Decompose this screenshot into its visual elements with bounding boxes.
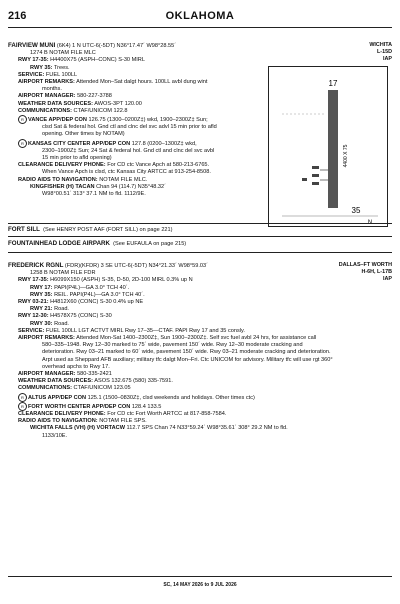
fairview-line xyxy=(8,86,268,93)
frederick-line xyxy=(8,418,348,425)
fairview-line xyxy=(8,184,268,191)
entry-key: RWY 35: xyxy=(30,291,53,298)
fairview-line xyxy=(8,93,268,100)
entry-key: SERVICE: xyxy=(18,327,45,334)
entry-key: SERVICE: xyxy=(18,71,45,78)
section-rule xyxy=(8,236,392,237)
frederick-line xyxy=(8,342,348,349)
frederick-ref-2: H-6H, L-17B xyxy=(361,269,392,276)
entry-value: Arpt used as Sheppard AFB auxiliary; military tfc dalgt Mon–Fri. Ctc UNICOM for advisory. Military tfc will use rgt 360° xyxy=(42,356,333,363)
entry-key: KANSAS CITY CENTER APP/DEP CON xyxy=(28,140,131,147)
entry-value: 15 min prior to afld opening) xyxy=(42,155,112,162)
entry-key: RWY 17-35: xyxy=(18,57,49,64)
entry-key: KINGFISHER (H) TACAN xyxy=(30,183,95,190)
entry-value: 580–335–1948. Rwy 12–30 marked to 75´ wide, pavement 150´ wide. Rwy 12–30 moderate cracking and xyxy=(42,342,303,349)
runway-17-label: 17 xyxy=(328,79,338,88)
entry-value: FUEL 100LL LGT ACTVT MIRL Rwy 17–35—CTAF. PAPI Rwy 17 and 35 consly. xyxy=(45,327,245,334)
entry-value: For CD ctc Vance Apch at 580-213-6765. xyxy=(107,162,210,169)
frederick-chart-refs xyxy=(339,262,392,284)
entry-value: 1133/10E. xyxy=(42,432,68,439)
entry-key: WEATHER DATA SOURCES: xyxy=(18,378,93,385)
frederick-line xyxy=(8,321,348,328)
fairview-line xyxy=(8,124,268,131)
fairview-line xyxy=(8,79,268,86)
entry-value: Trees. xyxy=(53,64,70,71)
fairview-line xyxy=(8,115,268,124)
fairview-ref-3: IAP xyxy=(383,56,392,63)
radar-icon: R xyxy=(18,393,27,402)
fountainhead-entry xyxy=(8,240,186,248)
fairview-line xyxy=(8,131,268,138)
fairview-line xyxy=(8,139,268,148)
entry-value: H6099X150 (ASPH) S-35, D-50, 2D-100 MIRL 0.3% up N xyxy=(50,277,193,284)
entry-key: RWY 12-30: xyxy=(18,313,49,320)
page-state-title: OKLAHOMA xyxy=(165,10,235,22)
entry-value: overhead apchs to Rwy 17. xyxy=(42,363,110,370)
entry-key: AIRPORT MANAGER: xyxy=(18,93,76,100)
fairview-line xyxy=(8,177,268,184)
fairview-line xyxy=(8,101,268,108)
frederick-line xyxy=(8,402,348,411)
frederick-name: FREDERICK RGNL xyxy=(8,262,64,269)
entry-value: When Vance Apch is clsd, ctc Kansas City ARTCC at 913-254-8508. xyxy=(42,169,211,176)
entry-value: 127.8 (0200–1300Z‡ wkd, xyxy=(131,140,197,147)
entry-key: RWY 30: xyxy=(30,320,53,327)
entry-key: COMMUNICATIONS: xyxy=(18,107,72,114)
building xyxy=(312,182,319,185)
frederick-line xyxy=(8,328,348,335)
fairview-ref-1: WICHITA xyxy=(369,42,392,48)
frederick-line xyxy=(8,292,348,299)
entry-value: months. xyxy=(42,86,62,93)
fountainhead-name: FOUNTAINHEAD LODGE AIRPARK xyxy=(8,240,110,247)
entry-value: REIL. PAPI(P4L)—GA 3.0° TCH 40´. xyxy=(54,291,145,298)
entry-key: RWY 17: xyxy=(30,284,53,291)
entry-value: AWOS-3PT 120.00 xyxy=(94,100,142,107)
runway-17-35 xyxy=(328,90,338,208)
fairview-entry xyxy=(8,42,268,198)
entry-value: NOTAM FILE MLC. xyxy=(99,176,148,183)
entry-key: VANCE APP/DEP CON xyxy=(28,117,87,124)
runway-dimensions-label: 4400 X 75 xyxy=(343,144,349,168)
fairview-line xyxy=(8,162,268,169)
entry-value: 125.1 (1500–0830Z‡, clsd weekends and holidays. Other times ctc) xyxy=(87,394,255,401)
entry-key: RWY 03-21: xyxy=(18,299,49,306)
entry-key: RWY 21: xyxy=(30,306,53,313)
entry-key: RADIO AIDS TO NAVIGATION: xyxy=(18,176,98,183)
fairview-line xyxy=(8,65,268,72)
entry-value: 580-335-2421 xyxy=(77,371,112,378)
entry-value: 2300–1900Z‡ Sun; 24 Sat & federal hol. Gnd ctl and clnc del svc avbl xyxy=(42,147,215,154)
frederick-line xyxy=(8,357,348,364)
fairview-line xyxy=(8,108,268,115)
entry-key: AIRPORT REMARKS: xyxy=(18,79,75,86)
frederick-line xyxy=(8,371,348,378)
entry-key: CLEARANCE DELIVERY PHONE: xyxy=(18,411,106,418)
fairview-line xyxy=(8,191,268,198)
entry-value: FUEL 100LL xyxy=(45,71,78,78)
entry-value: Attended Mon-Sat 1400–2300Z‡, Sun 1900–2300Z‡. Self svc fuel avbl 24 hrs, for assistance call xyxy=(76,335,317,342)
frederick-line xyxy=(8,433,348,440)
fort-sill-entry xyxy=(8,226,173,234)
entry-value: Road. xyxy=(54,306,69,313)
entry-key: CLEARANCE DELIVERY PHONE: xyxy=(18,162,106,169)
entry-key: RWY 35: xyxy=(30,64,53,71)
building xyxy=(312,166,319,169)
frederick-header: (FDR)(KFDR) 3 SE UTC-6(-5DT) N34°21.33´ W98°59.03´ xyxy=(64,263,209,269)
entry-value: clsd Sat & federal hol. Gnd ctl and clnc del svc advl 15 min prior to afld xyxy=(42,124,217,131)
frederick-line xyxy=(8,364,348,371)
frederick-line xyxy=(8,349,348,356)
fountainhead-ref: (See EUFAULA on page 215) xyxy=(113,241,187,247)
radar-icon: R xyxy=(18,402,27,411)
frederick-line2: 1258 B NOTAM FILE FDR xyxy=(30,270,96,277)
entry-value: H4812X60 (CONC) S-30 0.4% up NE xyxy=(50,299,144,306)
entry-value: 580-227-3788 xyxy=(77,93,112,100)
frederick-line xyxy=(8,385,348,392)
entry-key: ALTUS APP/DEP CON xyxy=(28,394,87,401)
entry-value: For CD ctc Fort Worth ARTCC at 817-858-7584. xyxy=(107,411,227,418)
frederick-line xyxy=(8,393,348,402)
entry-value: H4578X75 (CONC) S-30 xyxy=(50,313,112,320)
radar-icon: R xyxy=(18,115,27,124)
entry-value: W98°00.51´ 313° 37.1 NM to fld. 1112/9E. xyxy=(42,191,146,198)
page-number: 216 xyxy=(8,10,27,22)
page-footer: SC, 14 MAY 2026 to 9 JUL 2026 xyxy=(163,582,237,588)
entry-key: RADIO AIDS TO NAVIGATION: xyxy=(18,418,98,425)
frederick-line xyxy=(8,299,348,306)
fort-sill-name: FORT SILL xyxy=(8,226,40,233)
entry-value: 126.75 (1300–0200Z‡) wkd, 1900–2300Z‡ Sun; xyxy=(88,117,208,124)
entry-value: ASOS 132.675 (580) 335-7591. xyxy=(94,378,173,385)
fairview-line xyxy=(8,148,268,155)
entry-key: FORT WORTH CENTER APP/DEP CON xyxy=(28,403,131,410)
frederick-line xyxy=(8,277,348,284)
entry-value: PAPI(P4L)—GA 3.0° TCH 40´. xyxy=(54,284,130,291)
entry-key: RWY 17-35: xyxy=(18,277,49,284)
header-rule xyxy=(8,27,392,28)
frederick-line xyxy=(8,378,348,385)
frederick-line xyxy=(8,285,348,292)
fairview-line xyxy=(8,169,268,176)
entry-key: WEATHER DATA SOURCES: xyxy=(18,100,93,107)
entry-key: WICHITA FALLS (VH) (H) VORTACW xyxy=(30,425,125,432)
entry-value: 112.7 SPS Chan 74 N33°59.24´ W98°35.61´ 308° 29.2 NM to fld. xyxy=(126,425,288,432)
entry-value: 128.4 133.5 xyxy=(131,403,162,410)
frederick-entry xyxy=(8,262,348,440)
entry-value: NOTAM FILE SPS. xyxy=(99,418,147,425)
entry-key: AIRPORT MANAGER: xyxy=(18,371,76,378)
frederick-line xyxy=(8,411,348,418)
fairview-header: (6K4) 1 N UTC-6(-5DT) N36°17.47´ W98°28.55´ xyxy=(56,43,177,49)
fairview-line xyxy=(8,72,268,79)
fort-sill-ref: (See HENRY POST AAF (FORT SILL) on page 221) xyxy=(43,227,173,233)
frederick-line xyxy=(8,313,348,320)
footer-rule xyxy=(8,576,392,577)
fairview-airport-diagram xyxy=(268,66,388,228)
entry-value: Road. xyxy=(54,320,69,327)
section-rule xyxy=(8,252,392,253)
entry-key: COMMUNICATIONS: xyxy=(18,385,72,392)
fairview-line xyxy=(8,57,268,64)
frederick-ref-3: IAP xyxy=(383,276,392,283)
building xyxy=(312,174,319,177)
entry-value: CTAF/UNICOM 123.05 xyxy=(73,385,131,392)
section-rule xyxy=(8,223,392,224)
fairview-ref-2: L-15D xyxy=(377,49,392,56)
north-arrow-icon: N xyxy=(367,220,373,226)
building xyxy=(302,178,307,181)
entry-key: AIRPORT REMARKS: xyxy=(18,335,75,342)
entry-value: Attended Mon–Sat dalgt hours. 100LL avbl dung wint xyxy=(76,79,208,86)
fairview-chart-refs xyxy=(369,42,392,64)
entry-value: H4400X75 (ASPH–CONC) S-30 MIRL xyxy=(50,57,145,64)
radar-icon: R xyxy=(18,139,27,148)
frederick-line xyxy=(8,425,348,432)
fairview-line xyxy=(8,155,268,162)
entry-value: CTAF/UNICOM 122.8 xyxy=(73,107,128,114)
fairview-name: FAIRVIEW MUNI xyxy=(8,42,56,49)
entry-value: Chan 94 (114.7) N35°48.32´ xyxy=(96,183,167,190)
frederick-ref-1: DALLAS–FT WORTH xyxy=(338,262,392,268)
entry-value: deterioration. Rwy 03–21 marked to 60´ wide, pavement 150´ wide. Rwy 03–21 moderate cracking and deterioration. xyxy=(42,349,331,356)
fairview-line2: 1274 B NOTAM FILE MLC xyxy=(30,50,96,57)
entry-value: opening. Other times by NOTAM) xyxy=(42,131,125,138)
frederick-line xyxy=(8,306,348,313)
runway-35-label: 35 xyxy=(351,206,361,215)
frederick-line xyxy=(8,335,348,342)
